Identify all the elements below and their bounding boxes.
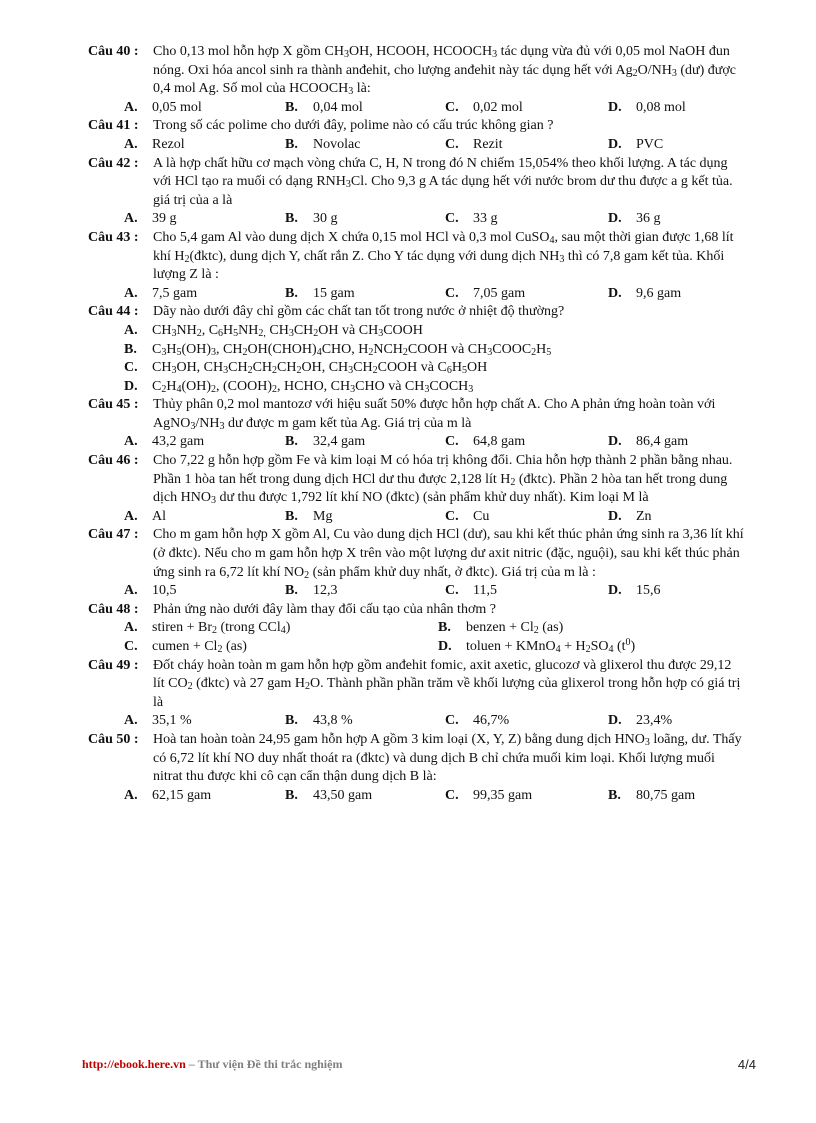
- answer-option[interactable]: [124, 285, 198, 304]
- option-text: 9,6 gam: [636, 285, 682, 301]
- option-text: 7,5 gam: [152, 285, 198, 301]
- options-row: [0, 712, 816, 731]
- option-text: 99,35 gam: [473, 787, 533, 803]
- option-text: 10,5: [152, 583, 177, 599]
- option-text: Novolac: [313, 136, 361, 152]
- question-text: Trong số các polime cho dưới đây, polime nào có cấu trúc không gian ?: [153, 118, 554, 134]
- option-label: C.: [445, 136, 459, 152]
- answer-option[interactable]: [445, 712, 510, 731]
- option-label: B.: [285, 99, 298, 115]
- answer-option[interactable]: [285, 582, 338, 601]
- footer-link[interactable]: http://ebook.here.vn: [82, 1057, 186, 1071]
- option-text: 36 g: [636, 211, 661, 227]
- option-text: Zn: [636, 508, 652, 524]
- answer-option[interactable]: [608, 99, 686, 118]
- option-text: 32,4 gam: [313, 434, 366, 450]
- option-label: A.: [124, 508, 138, 524]
- options-pair: [0, 638, 816, 657]
- option-label: C.: [445, 211, 459, 227]
- options-line: [0, 322, 816, 341]
- question-text: Hoà tan hoàn toàn 24,95 gam hỗn hợp A gồm 3 kim loại (X, Y, Z) bằng dung dịch $HNO_3$ loãng, dư. Thấy có 6,72 lít khí NO duy nhất thoát ra (đktc) và dung dịch B chỉ chứa muối kim loại. Khối lượng muối nitrat thu được khi cô cạn cẩn thận dung dịch B là:: [153, 731, 742, 785]
- option-label: C.: [445, 713, 459, 729]
- option-label: A.: [124, 434, 138, 450]
- option-text: 64,8 gam: [473, 434, 526, 450]
- options-line: [0, 378, 816, 397]
- option-text: 30 g: [313, 211, 338, 227]
- page-number: 4/4: [737, 1057, 756, 1072]
- answer-option[interactable]: [445, 508, 490, 527]
- question-number: Câu 49 :: [88, 657, 139, 673]
- option-text: $C_2H_4(OH)_2$, $(COOH)_2$, HCHO, $CH_3CHO$ và $CH_3COCH_3$: [152, 378, 474, 395]
- answer-option[interactable]: [445, 433, 526, 452]
- answer-option[interactable]: [124, 712, 192, 731]
- option-label: D.: [608, 583, 622, 599]
- answer-option[interactable]: [438, 637, 636, 657]
- option-text: 39 g: [152, 211, 177, 227]
- option-text: cumen + $Cl_2$ (as): [152, 639, 247, 655]
- answer-option[interactable]: [285, 285, 355, 304]
- option-text: 43,50 gam: [313, 787, 373, 803]
- question-text: Dãy nào dưới đây chỉ gồm các chất tan tốt trong nước ở nhiệt độ thường?: [153, 304, 565, 320]
- option-text: benzen + $Cl_2$ (as): [466, 620, 564, 637]
- question-41: [0, 117, 816, 154]
- option-text: 62,15 gam: [152, 787, 212, 803]
- question-text: Phản ứng nào dưới đây làm thay đổi cấu tạo của nhân thơm ?: [153, 601, 496, 617]
- answer-option[interactable]: [608, 210, 661, 229]
- answer-option[interactable]: [608, 508, 652, 527]
- option-label: B.: [285, 136, 298, 152]
- option-label: B.: [285, 508, 298, 524]
- question-number: Câu 40 :: [88, 44, 139, 59]
- answer-option[interactable]: [124, 582, 177, 601]
- option-label: B.: [438, 620, 451, 636]
- question-42: [0, 155, 816, 229]
- question-50: [0, 731, 816, 805]
- option-label: C.: [124, 360, 138, 376]
- option-text: 15 gam: [313, 285, 355, 301]
- option-label: A.: [124, 583, 138, 599]
- answer-option[interactable]: [285, 136, 361, 155]
- answer-option[interactable]: [608, 136, 664, 155]
- options-row: [0, 582, 816, 601]
- options-row: [0, 210, 816, 229]
- option-text: Rezit: [473, 136, 503, 152]
- option-label: A.: [124, 136, 138, 152]
- question-number: Câu 50 :: [88, 731, 139, 747]
- question-number: Câu 44 :: [88, 304, 139, 320]
- option-label: D.: [608, 434, 622, 450]
- option-text: toluen + KMnO$_4$ + $H_2SO_4$ $(t^0)$: [466, 637, 636, 655]
- answer-option[interactable]: [124, 638, 247, 657]
- option-text: 43,8 %: [313, 713, 353, 729]
- option-text: Rezol: [152, 136, 185, 152]
- option-label: C.: [445, 99, 459, 115]
- answer-option[interactable]: [124, 322, 423, 341]
- answer-option[interactable]: [285, 433, 366, 452]
- option-label: B.: [285, 434, 298, 450]
- answer-option[interactable]: [124, 341, 552, 360]
- options-line: [0, 359, 816, 378]
- option-text: 33 g: [473, 211, 498, 227]
- option-text: Mg: [313, 508, 333, 524]
- answer-option[interactable]: [608, 433, 689, 452]
- question-text: A là hợp chất hữu cơ mạch vòng chứa C, H, N trong đó N chiếm 15,054% theo khối lượng. A tác dụng với HCl tạo ra muối có dạng $RNH_3Cl$. Cho 9,3 g A tác dụng hết với nước brom dư thu được a g kết tủa. giá trị của a là: [153, 155, 733, 208]
- question-number: Câu 41 :: [88, 118, 139, 134]
- footer-dash: –: [185, 1057, 198, 1071]
- question-47: [0, 526, 816, 600]
- option-text: $C_3H_5(OH)_3$, $CH_2OH(CHOH)_4CHO$, $H_2NCH_2COOH$ và $CH_3COOC_2H_5$: [152, 341, 552, 358]
- question-number: Câu 42 :: [88, 155, 139, 171]
- answer-option[interactable]: [124, 99, 202, 118]
- option-label: C.: [445, 285, 459, 301]
- options-line: [0, 341, 816, 360]
- answer-option[interactable]: [285, 787, 373, 806]
- answer-option[interactable]: [445, 136, 503, 155]
- question-40: [0, 43, 816, 117]
- option-text: 7,05 gam: [473, 285, 526, 301]
- option-text: 0,02 mol: [473, 99, 523, 115]
- answer-option[interactable]: [124, 359, 488, 378]
- option-text: 0,08 mol: [636, 99, 686, 115]
- option-label: B.: [285, 787, 298, 803]
- answer-option[interactable]: [124, 508, 166, 527]
- option-label: D.: [438, 639, 452, 654]
- option-label: B.: [285, 583, 298, 599]
- option-text: Al: [152, 508, 166, 524]
- question-text: Cho 5,4 gam Al vào dung dịch X chứa 0,15 mol HCl và 0,3 mol CuSO$_4$, sau một thời gian được 1,68 lít khí $H_2(đktc)$, dung dịch Y, chất rắn Z. Cho Y tác dụng với dung dịch $NH_3$ thì có 7,8 gam kết tủa. Khối lượng Z là :: [153, 229, 734, 283]
- page-footer: [82, 1057, 756, 1072]
- option-text: 43,2 gam: [152, 434, 205, 450]
- question-46: [0, 452, 816, 526]
- options-row: [0, 136, 816, 155]
- question-text: Cho m gam hỗn hợp X gồm Al, Cu vào dung dịch HCl (dư), sau khi kết thúc phản ứng sinh ra 3,36 lít khí (ở đktc). Nếu cho m gam hỗn hợp X trên vào một lượng dư axit nitric (đặc, nguội), sau khi kết thúc phản ứng sinh ra 6,72 lít khí $NO_2$ (sản phẩm khử duy nhất, ở đktc). Giá trị của m là :: [153, 527, 744, 581]
- option-label: B.: [124, 341, 137, 357]
- option-label: A.: [124, 99, 138, 115]
- answer-option[interactable]: [445, 285, 526, 304]
- option-label: D.: [608, 508, 622, 524]
- option-label: C.: [445, 434, 459, 450]
- option-label: C.: [445, 583, 459, 599]
- question-number: Câu 45 :: [88, 397, 139, 413]
- option-label: B.: [285, 285, 298, 301]
- question-43: [0, 229, 816, 303]
- question-text: Đốt cháy hoàn toàn m gam hỗn hợp gồm anđehit fomic, axit axetic, glucozơ và glixerol thu được 29,12 lít $CO_2$ (đktc) và 27 gam $H_2O$. Thành phần phần trăm về khối lượng của glixerol trong hỗn hợp có giá trị là: [153, 657, 741, 710]
- option-label: C.: [445, 787, 459, 803]
- options-row: [0, 285, 816, 304]
- question-49: [0, 657, 816, 731]
- question-number: Câu 48 :: [88, 601, 139, 617]
- option-label: A.: [124, 322, 138, 338]
- option-text: PVC: [636, 136, 664, 152]
- option-label: A.: [124, 713, 138, 729]
- option-label: B.: [608, 787, 621, 803]
- option-text: stiren + $Br_2$ (trong CCl$_4$): [152, 620, 291, 637]
- answer-option[interactable]: [608, 712, 673, 731]
- option-label: D.: [608, 285, 622, 301]
- answer-option[interactable]: [285, 99, 363, 118]
- option-label: D.: [608, 713, 622, 729]
- question-45: [0, 396, 816, 452]
- question-48: [0, 601, 816, 657]
- answer-option[interactable]: [285, 712, 353, 731]
- option-text: 0,05 mol: [152, 99, 202, 115]
- option-label: A.: [124, 285, 138, 301]
- option-label: A.: [124, 620, 138, 636]
- answer-option[interactable]: [124, 378, 474, 397]
- options-row: [0, 787, 816, 806]
- option-text: 23,4%: [636, 713, 673, 729]
- option-text: 35,1 %: [152, 713, 192, 729]
- question-text: Thủy phân 0,2 mol mantozơ với hiệu suất 50% được hỗn hợp chất A. Cho A phản ứng hoàn toàn với $AgNO_3/NH_3$ dư được m gam kết tủa Ag. Giá trị của m là: [153, 397, 716, 432]
- answer-option[interactable]: [124, 210, 177, 229]
- option-text: 0,04 mol: [313, 99, 363, 115]
- options-row: [0, 508, 816, 527]
- answer-option[interactable]: [124, 136, 185, 155]
- question-number: Câu 43 :: [88, 229, 139, 245]
- answer-option[interactable]: [285, 210, 338, 229]
- question-text: Cho 0,13 mol hỗn hợp X gồm $CH_3OH$, HCOOH, $HCOOCH_3$ tác dụng vừa đủ với 0,05 mol NaOH đun nóng. Oxi hóa ancol sinh ra thành anđehit, cho lượng anđehit này tác dụng hết với $Ag_2O/NH_3$ (dư) được 0,4 mol Ag. Số mol của $HCOOCH_3$ là:: [153, 44, 736, 98]
- option-text: 15,6: [636, 583, 661, 599]
- answer-option[interactable]: [285, 508, 333, 527]
- option-text: 46,7%: [473, 713, 510, 729]
- option-label: B.: [285, 713, 298, 729]
- answer-option[interactable]: [124, 433, 205, 452]
- question-text: Cho 7,22 g hỗn hợp gồm Fe và kim loại M có hóa trị không đổi. Chia hỗn hợp thành 2 phần bằng nhau. Phần 1 hòa tan hết trong dung dịch HCl dư thu được 2,128 lít $H_2$ (đktc). Phần 2 hòa tan hết trong dung dịch $HNO_3$ dư thu được 1,792 lít khí NO (đktc) (sản phẩm khử duy nhất). Kim loại M là: [153, 453, 733, 507]
- answer-option[interactable]: [445, 787, 533, 806]
- answer-option[interactable]: [445, 99, 523, 118]
- option-label: D.: [608, 99, 622, 115]
- option-label: A.: [124, 211, 138, 227]
- option-label: D.: [124, 378, 138, 394]
- options-row: [0, 433, 816, 452]
- options-pair: [0, 619, 816, 638]
- option-label: B.: [285, 211, 298, 227]
- option-text: 12,3: [313, 583, 338, 599]
- options-row: [0, 99, 816, 118]
- option-text: 86,4 gam: [636, 434, 689, 450]
- option-text: Cu: [473, 508, 490, 524]
- option-label: A.: [124, 787, 138, 803]
- answer-option[interactable]: [445, 210, 498, 229]
- option-text: 80,75 gam: [636, 787, 696, 803]
- option-label: C.: [124, 639, 138, 654]
- question-list: [0, 43, 816, 805]
- answer-option[interactable]: [608, 787, 696, 806]
- answer-option[interactable]: [608, 582, 661, 601]
- answer-option[interactable]: [124, 787, 212, 806]
- option-text: $CH_3NH_2$, $C_6H_5NH_{2,}$ $CH_3CH_2OH$ và $CH_3COOH$: [152, 322, 423, 339]
- option-label: C.: [445, 508, 459, 524]
- question-number: Câu 46 :: [88, 453, 139, 469]
- option-label: D.: [608, 136, 622, 152]
- footer-library: Thư viện Đề thi trắc nghiệm: [197, 1057, 343, 1071]
- option-text: $CH_3OH$, $CH_3CH_2CH_2CH_2OH$, $CH_3CH_2COOH$ và $C_6H_5OH$: [152, 360, 488, 377]
- option-label: D.: [608, 211, 622, 227]
- answer-option[interactable]: [445, 582, 497, 601]
- option-text: 11,5: [473, 583, 497, 599]
- answer-option[interactable]: [438, 619, 564, 638]
- answer-option[interactable]: [124, 619, 291, 638]
- question-44: [0, 303, 816, 396]
- answer-option[interactable]: [608, 285, 682, 304]
- question-number: Câu 47 :: [88, 527, 139, 543]
